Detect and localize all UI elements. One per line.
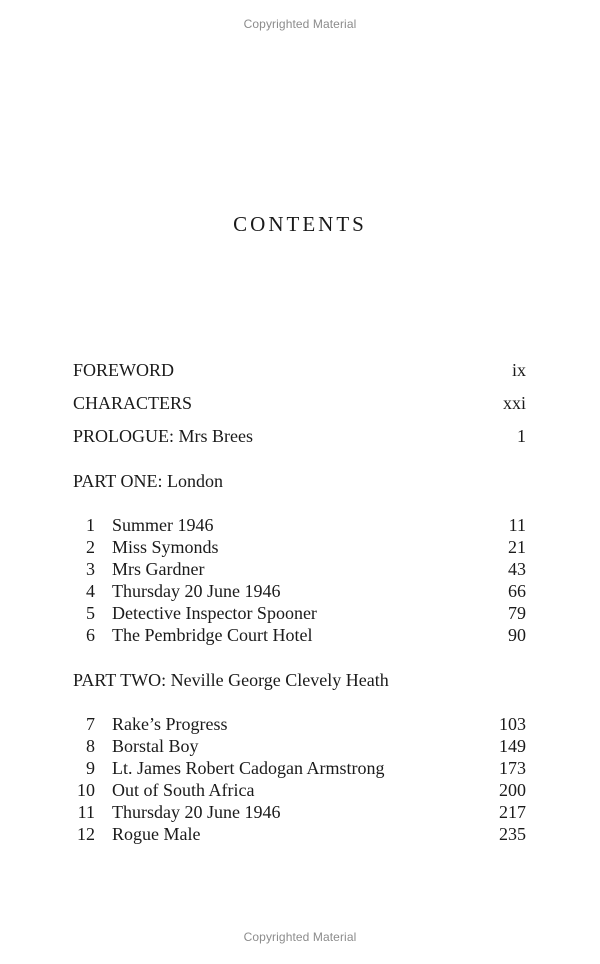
chapter-title: The Pembridge Court Hotel bbox=[112, 625, 313, 645]
chapter-page: 103 bbox=[499, 714, 526, 734]
chapter-page: 200 bbox=[499, 780, 526, 800]
entry-page: xxi bbox=[502, 393, 526, 413]
chapter-title: Thursday 20 June 1946 bbox=[112, 802, 281, 822]
chapter-number: 7 bbox=[86, 714, 95, 734]
chapter-title: Rogue Male bbox=[112, 824, 201, 844]
chapter-row bbox=[73, 779, 526, 801]
chapter-number: 12 bbox=[77, 824, 95, 844]
chapter-number: 1 bbox=[86, 515, 95, 535]
chapter-page: 79 bbox=[508, 603, 526, 623]
chapter-page: 90 bbox=[508, 625, 526, 645]
chapter-row bbox=[73, 801, 526, 823]
watermark-top: Copyrighted Material bbox=[243, 17, 357, 31]
chapter-row bbox=[73, 757, 526, 779]
watermark-bottom: Copyrighted Material bbox=[243, 930, 357, 944]
chapter-number: 5 bbox=[86, 603, 95, 623]
chapter-row bbox=[73, 514, 526, 536]
chapter-row bbox=[73, 536, 526, 558]
chapter-page: 149 bbox=[499, 736, 526, 756]
chapter-page: 235 bbox=[499, 824, 526, 844]
entry-label: FOREWORD bbox=[73, 360, 175, 380]
entry-page: ix bbox=[511, 360, 526, 380]
chapter-number: 2 bbox=[86, 537, 95, 557]
chapter-row bbox=[73, 602, 526, 624]
chapter-title: Summer 1946 bbox=[112, 515, 214, 535]
chapter-number: 4 bbox=[86, 581, 95, 601]
chapter-number: 10 bbox=[77, 780, 95, 800]
chapter-title: Miss Symonds bbox=[112, 537, 219, 557]
part-heading: PART TWO: Neville George Clevely Heath bbox=[73, 670, 389, 690]
chapter-title: Out of South Africa bbox=[112, 780, 255, 800]
part-heading: PART ONE: London bbox=[73, 471, 223, 491]
chapter-number: 8 bbox=[86, 736, 95, 756]
chapter-row bbox=[73, 624, 526, 646]
chapter-page: 21 bbox=[508, 537, 526, 557]
chapter-title: Mrs Gardner bbox=[112, 559, 205, 579]
chapter-title: Rake’s Progress bbox=[112, 714, 228, 734]
chapter-page: 66 bbox=[508, 581, 526, 601]
toc-entry-foreword bbox=[73, 359, 526, 381]
chapter-row bbox=[73, 713, 526, 735]
chapter-page: 173 bbox=[499, 758, 526, 778]
chapter-row bbox=[73, 823, 526, 845]
chapter-title: Borstal Boy bbox=[112, 736, 199, 756]
chapter-title: Lt. James Robert Cadogan Armstrong bbox=[112, 758, 385, 778]
chapter-number: 9 bbox=[86, 758, 95, 778]
chapter-row bbox=[73, 735, 526, 757]
entry-page: 1 bbox=[517, 426, 526, 446]
chapter-row bbox=[73, 580, 526, 602]
chapter-page: 11 bbox=[508, 515, 526, 535]
page-title: CONTENTS bbox=[233, 212, 367, 236]
chapter-number: 3 bbox=[86, 559, 95, 579]
entry-label: CHARACTERS bbox=[73, 393, 193, 413]
entry-label: PROLOGUE: Mrs Brees bbox=[73, 426, 253, 446]
chapter-page: 43 bbox=[508, 559, 526, 579]
chapter-number: 6 bbox=[86, 625, 95, 645]
toc-entry-prologue bbox=[73, 425, 526, 447]
chapter-row bbox=[73, 558, 526, 580]
chapter-title: Thursday 20 June 1946 bbox=[112, 581, 281, 601]
chapter-page: 217 bbox=[499, 802, 526, 822]
toc-entry-characters bbox=[73, 392, 526, 414]
chapter-number: 11 bbox=[77, 802, 95, 822]
chapter-title: Detective Inspector Spooner bbox=[112, 603, 317, 623]
